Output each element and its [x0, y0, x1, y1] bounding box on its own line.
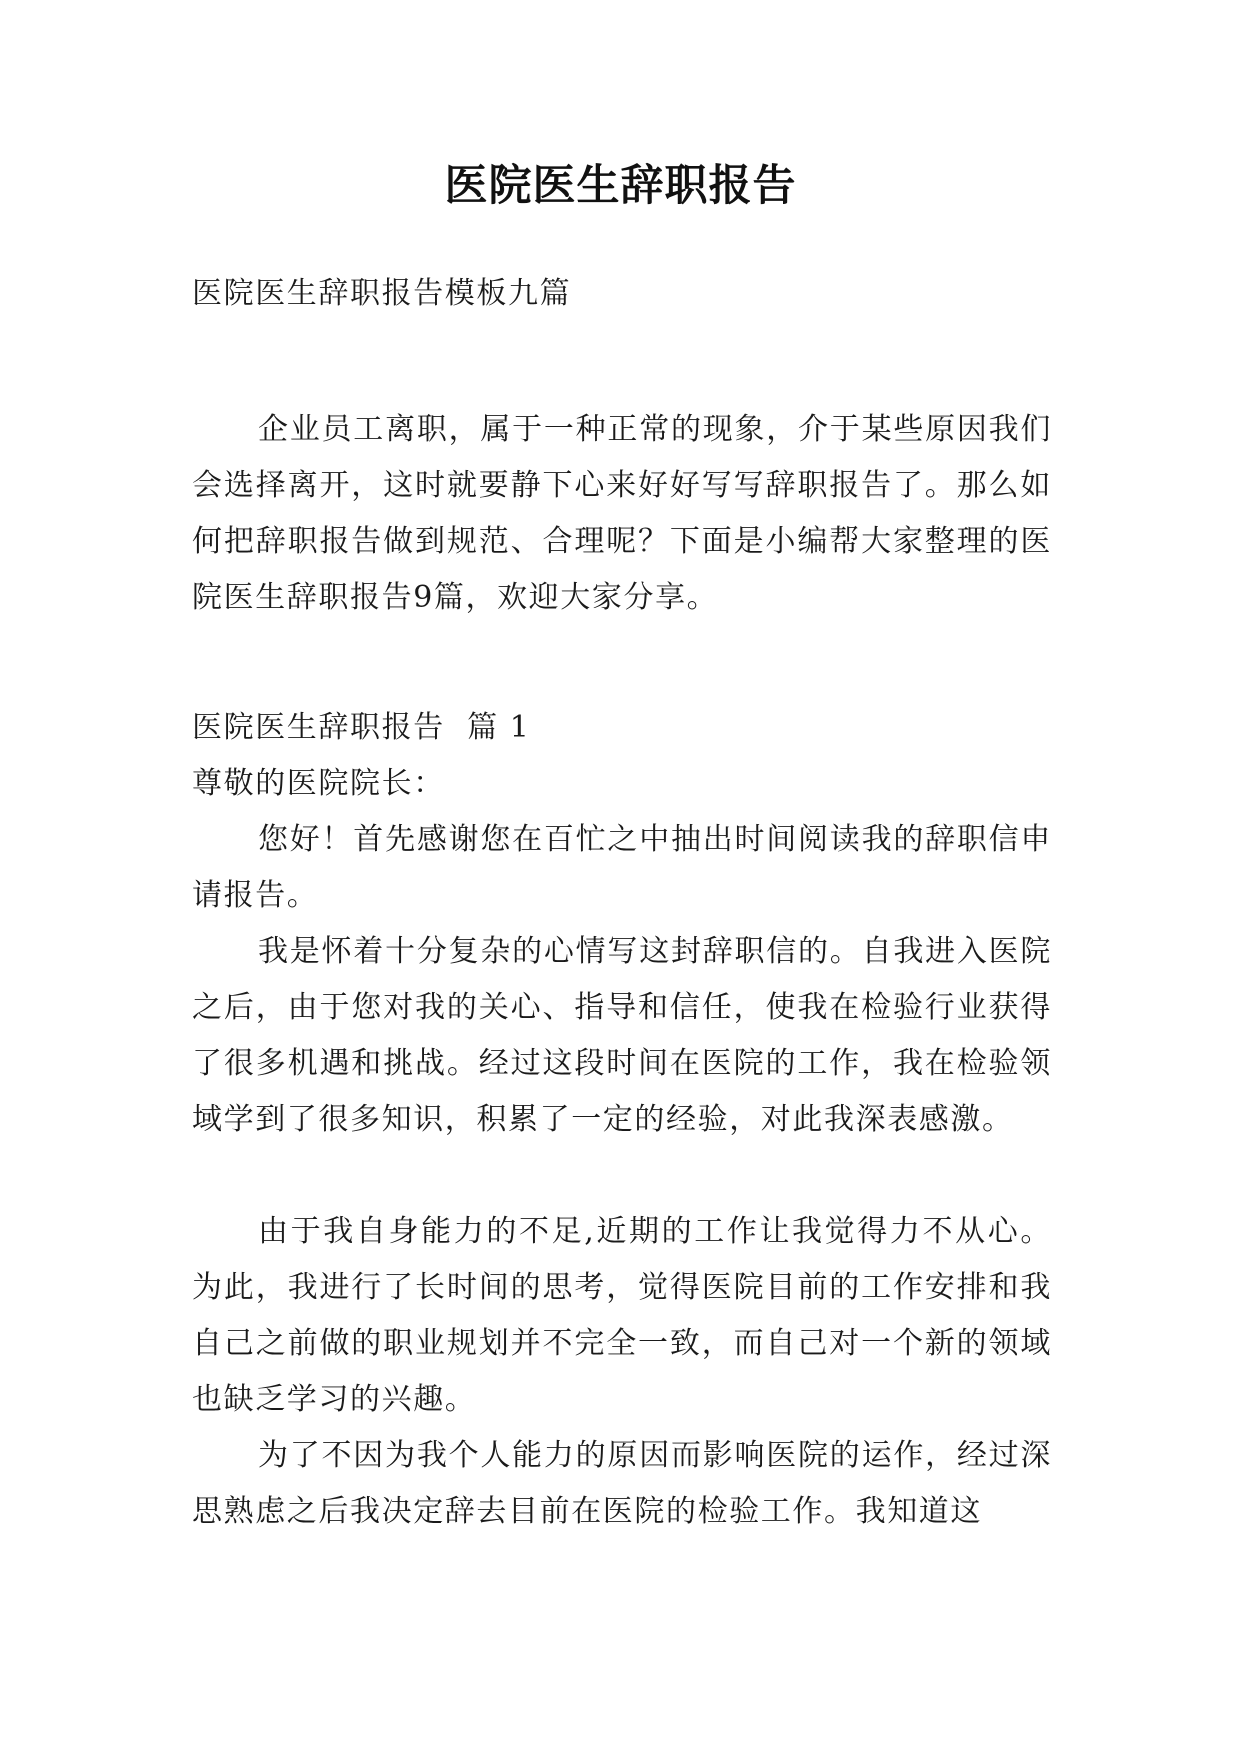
- body-paragraph-4: 为了不因为我个人能力的原因而影响医院的运作，经过深思熟虑之后我决定辞去目前在医院的检验工作。我知道这: [192, 1438, 1052, 1529]
- body-paragraph-3: 由于我自身能力的不足,近期的工作让我觉得力不从心。为此，我进行了长时间的思考，觉得医院目前的工作安排和我自己之前做的职业规划并不完全一致，而自己对一个新的领域也缺乏学习的兴趣。: [192, 1214, 1052, 1417]
- intro-paragraph: 企业员工离职，属于一种正常的现象，介于某些原因我们会选择离开，这时就要静下心来好好写写辞职报告了。那么如何把辞职报告做到规范、合理呢？下面是小编帮大家整理的医院医生辞职报告9篇，欢迎大家分享。: [192, 412, 1052, 615]
- body-paragraph-1: 您好！首先感谢您在百忙之中抽出时间阅读我的辞职信申请报告。: [192, 822, 1052, 913]
- body-paragraph-2: 我是怀着十分复杂的心情写这封辞职信的。自我进入医院之后，由于您对我的关心、指导和信任，使我在检验行业获得了很多机遇和挑战。经过这段时间在医院的工作，我在检验领域学到了很多知识，积累了一定的经验，对此我深表感激。: [192, 934, 1052, 1137]
- salutation: 尊敬的医院院长：: [192, 766, 445, 801]
- document-title: 医院医生辞职报告: [444, 161, 797, 211]
- section-heading: 医院医生辞职报告 篇 1: [192, 710, 531, 745]
- document-subtitle: 医院医生辞职报告模板九篇: [192, 276, 572, 311]
